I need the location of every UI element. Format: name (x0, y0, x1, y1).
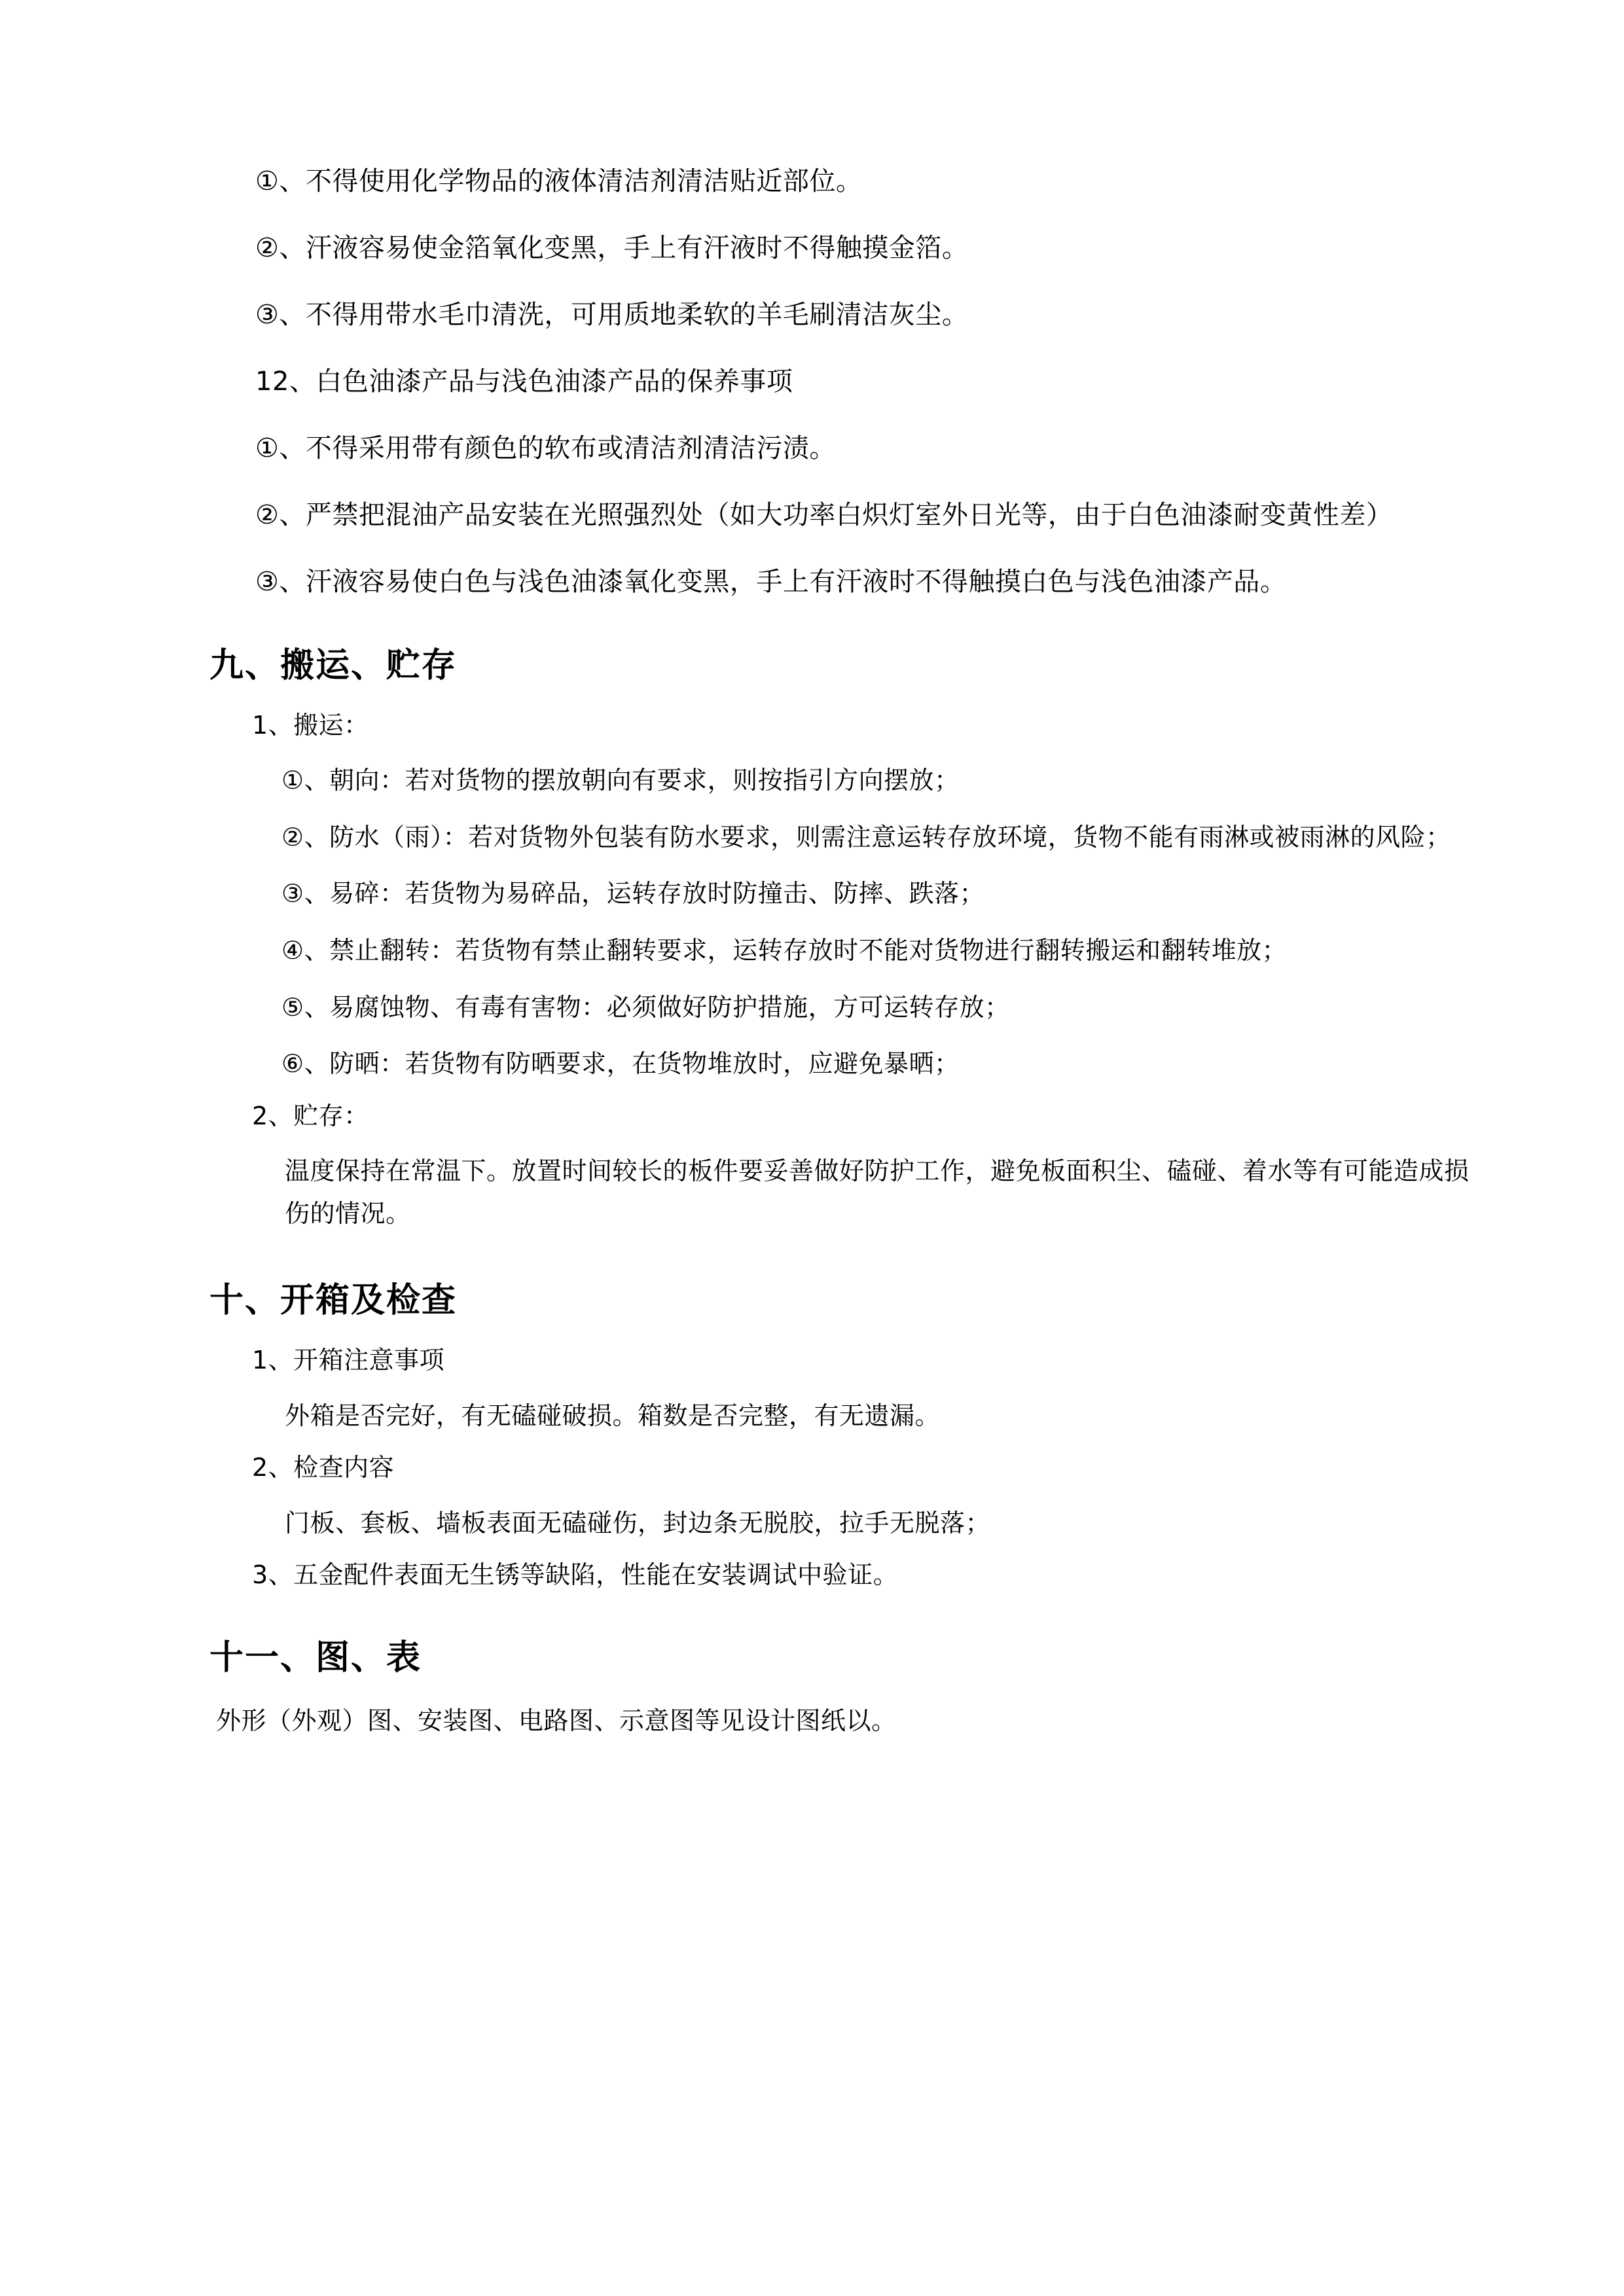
unpacking-text: 外箱是否完好，有无磕碰破损。箱数是否完整，有无遗漏。 (285, 1401, 941, 1430)
list-item: ①、朝向：若对货物的摆放朝向有要求，则按指引方向摆放； (281, 766, 960, 795)
list-item: ③、易碎：若货物为易碎品，运转存放时防撞击、防摔、跌落； (281, 879, 985, 908)
section-heading-eleven: 十一、图、表 (209, 1638, 422, 1678)
list-item: ⑤、易腐蚀物、有毒有害物：必须做好防护措施，方可运转存放； (281, 992, 1010, 1022)
drawings-text: 外形（外观）图、安装图、电路图、示意图等见设计图纸以。 (216, 1706, 897, 1736)
subheading-unpacking: 1、开箱注意事项 (252, 1346, 445, 1375)
list-item: ②、防水（雨）：若对货物外包装有防水要求，则需注意运转存放环境，货物不能有雨淋或被雨淋的风险； (281, 822, 1451, 852)
subheading-transport: 1、搬运： (252, 711, 369, 740)
section-heading-nine: 九、搬运、贮存 (209, 646, 458, 685)
subheading-inspection: 2、检查内容 (252, 1453, 395, 1482)
section-heading-ten: 十、开箱及检查 (209, 1281, 458, 1321)
document-body (209, 164, 1492, 1741)
paragraph-item: ①、不得采用带有颜色的软布或清洁剂清洁污渍。 (255, 433, 836, 463)
paragraph-item: 12、白色油漆产品与浅色油漆产品的保养事项 (255, 367, 793, 397)
inspection-text: 门板、套板、墙板表面无磕碰伤，封边条无脱胶，拉手无脱落； (285, 1508, 991, 1537)
inspection-item-three: 3、五金配件表面无生锈等缺陷，性能在安装调试中验证。 (252, 1560, 899, 1590)
paragraph-item: ③、汗液容易使白色与浅色油漆氧化变黑，手上有汗液时不得触摸白色与浅色油漆产品。 (255, 567, 1287, 597)
paragraph-item: ②、严禁把混油产品安装在光照强烈处（如大功率白炽灯室外日光等，由于白色油漆耐变黄性差） (255, 500, 1393, 530)
list-item: ⑥、防晒：若货物有防晒要求，在货物堆放时，应避免暴晒； (281, 1049, 960, 1079)
paragraph-item: ②、汗液容易使金箔氧化变黑，手上有汗液时不得触摸金箔。 (255, 233, 969, 263)
paragraph-item: ①、不得使用化学物品的液体清洁剂清洁贴近部位。 (255, 166, 863, 196)
list-item: ④、禁止翻转：若货物有禁止翻转要求，运转存放时不能对货物进行翻转搬运和翻转堆放； (281, 936, 1288, 965)
storage-text: 温度保持在常温下。放置时间较长的板件要妥善做好防护工作，避免板面积尘、磕碰、着水等有可能造成损伤的情况。 (285, 1157, 1470, 1228)
paragraph-item: ③、不得用带水毛巾清洗，可用质地柔软的羊毛刷清洁灰尘。 (255, 300, 969, 330)
subheading-storage: 2、贮存： (252, 1101, 369, 1130)
